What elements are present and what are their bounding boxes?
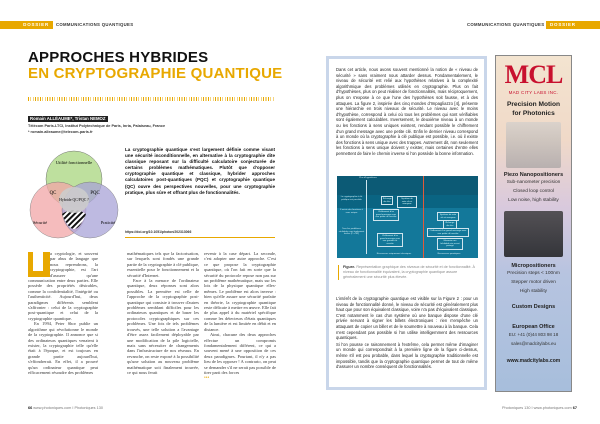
- figure-row-label: Il existe des fonctions à sens unique: [340, 209, 363, 214]
- venn-label-utility: Utilité fonctionnelle: [55, 160, 93, 165]
- abstract: La cryptographie quantique s'est largement définie comme visant une sécurité inconditionnelle, en alternative à la cryptographie dite classique reposant sur la difficulté calculatoire conjecturée de certains problèmes mathématiques. Plutôt que d'opposer cryptographie quantique et classique, hybrider approches calculatoires post-quantiques (PQC) et cryptographie quantique (QC) ouvre des perspectives nouvelles, pour une cryptographie pratique, plus sûre et offrant plus de fonctionnalités.: [125, 147, 275, 195]
- figure-row-label: La cryptographie à clé publique est possible: [340, 196, 363, 201]
- box-text-body: L'intérêt de la cryptographie quantique est visible sur la Figure 2 : pour un niveau de fonctionnalité donné, le niveau de sécurité est généralement plus haut que pour son équivalent classique, voire n'a pas d'équivalent classique. C'est notamment le cas d'un système où une banque dispose d'une clé privée servant à signer les billets électroniques : rien n'empêche un attaquant de copier un billet et de le soumettre à nouveau à la banque. Cela n'est cependant pas possible si l'on utilise intelligemment des ressources quantiques. Si l'on pousse ce raisonnement à l'extrême, cela permet même d'imaginer un monde qui correspondrait à la première ligne de la figure ci-dessus, même s'il est peu probable, dans lequel la cryptographie traditionnelle est impossible, tandis que la cryptographie quantique permet de tout de même d'assurer un nombre conséquent de fonctionnalités.: [336, 296, 478, 370]
- product-image: [506, 122, 561, 168]
- security-hierarchy-figure: Plus d'hypothèses La cryptographie à clé publique est possible Il existe des fonctions à sens unique Tous les problèmes vérifiables sont également faciles (P = NP) Échange de clés Système de vote sûr et anonyme Chiffrement d'un grand message avec une petite clé secrète Système de vote sûr et anonyme Échange de clés Chiffrement d'un grand message avec une grande clé secrète Chiffrement d'un grand message avec une petite clé secrète Monnaie non falsifiable via secret partagé Ressources uniquement classiques Ressources quantiques: [337, 176, 478, 258]
- product-image: [504, 211, 563, 257]
- doi-rule: [125, 237, 275, 238]
- box-text-intro: Dans cet article, nous avons souvent mentionné la notion de « niveau de sécurité » sans vraiment nous attarder dessus. Fondamentalement, le niveau de sécurité est relié aux hypothèses relatives à la complexité algorithmique des problèmes utilisés en cryptographie. Plus on fait d'hypothèses, plus on peut réaliser de fonctionnalités, mais réciproquement, plus on s'expose à ce que l'une des hypothèses soit fausse, et à des attaques. La figure 2, inspirée des cinq mondes d'Impagliazzo [4], présente une hiérarchie en trois niveaux de sécurité. Le niveau avec le moins d'hypothèse, correspond à celui où tous les problèmes qui sont vérifiables sont également calculables. Inversement, le deuxième niveau à un monde ou les fonctions à sens uniques existent, rendant possible le chiffrement d'un grand message avec une petite clé. Enfin le dernier niveau correspond à un monde où la cryptographie à clé publique est possible, i.e. où il existe des fonctions à sens unique avec des trappes. Autrement dit, non seulement les fonctions à sens unique doivent y exister, mais certaines d'entre elles permettent de faire le chemin inverse si l'on possède la bonne information.: [336, 67, 478, 156]
- affiliation: Télécom Paris-LTCI, Institut Polytechnique de Paris, Inria, Palaiseau, France: [28, 124, 166, 128]
- figure-caption: Figure. Représentation graphique des niveaux de sécurité et de fonctionnalité. À niveau de fonctionnalité équivalent, la cryptographie quantique assure généralement une sécurité plus élevée.: [338, 265, 478, 280]
- venn-label-security: Sécurité: [32, 220, 48, 225]
- mad-city-labs-ad[interactable]: MCL MAD CITY LABS INC. Precision Motion for Photonics Piezo Nanopositioners Sub-nanometer precision Closed loop control Low noise, high stability Micropositioners Precision steps < 100nm Stepper motor driven High stability Custom Designs European Office EU: +41 (0)44 803 98 18 sales@madcitylabs.eu www.madcitylabs.com: [495, 55, 572, 392]
- end-mark: •••: [204, 376, 210, 382]
- venn-diagram: [26, 148, 122, 244]
- footer-left: 66 www.photoniques.com I Photoniques 130: [28, 406, 103, 410]
- section-label-right: COMMUNICATIONS QUANTIQUES: [467, 22, 545, 27]
- author-email: * romain.alleaume@telecom-paris.fr: [28, 130, 93, 134]
- doi-link[interactable]: https://doi.org/10.1051/photon/202313066: [125, 230, 192, 234]
- venn-label-hybrid: Hybride QC/PQC ?: [59, 198, 89, 202]
- title-divider: [28, 97, 274, 101]
- article-title-line2: EN CRYPTOGRAPHIE QUANTIQUE: [28, 65, 283, 82]
- body-column-3: revenir à la case départ. La seconde, c'est adopter une autre approche. C'est ce que propose la cryptographie quantique, où l'on fait en sorte que la sécurité du protocole repose non pas sur un problème mathématique, mais sur les lois de la physique quantique elles-mêmes. Le problème est alors inverse : bien qu'elle assure une sécurité parfaite en théorie, la cryptographie quantique reste délicate à mettre en œuvre. Elle fait de plus appel à du matériel spécifique comme les détecteurs d'états quantiques de la lumière et est limitée en débit et en distance. Ainsi, chacune des deux approches effectue un compromis fondamentalement différent, ce qui a souvent mené à une opposition de ces deux paradigmes. Pourtant, il n'y a pas lieu de les opposer ! A contrario, on peut se demander s'il ne serait pas possible de tirer parti des forces •••: [204, 251, 276, 382]
- article-title-line1: APPROCHES HYBRIDES: [28, 49, 209, 66]
- section-label: COMMUNICATIONS QUANTIQUES: [56, 22, 134, 27]
- body-column-2: mathématiques tels que la factorisation, sur lesquels sont fondés une grande partie de la cryptographie à clé publique, essentielle pour le fonctionnement et la sécurité d'Internet. Face à la menace de l'ordinateur quantique, deux réponses sont alors possibles. La première est celle de l'approche de la cryptographie post-quantique qui consiste à trouver d'autres problèmes semblant difficiles pour les ordinateurs quantiques et de baser les protocoles cryptographiques sur ces problèmes. Une fois de tels problèmes trouvés, une telle solution a l'avantage d'être assez facilement déployable par une modification de la pile logicielle, mais sans nécessiter de changements dans l'infrastructure de nos réseaux. En revanche, on reste exposé à la possibilité qu'une solution au nouveau problème mathématique soit finalement trouvée, ce qui nous ferait: [127, 251, 199, 375]
- dossier-badge: DOSSIER: [0, 21, 53, 29]
- ad-logo: MCL: [504, 60, 563, 89]
- figure-row-label: Tous les problèmes vérifiables sont également faciles (P = NP): [338, 228, 365, 236]
- venn-label-qc: QC: [49, 191, 57, 196]
- ad-website[interactable]: www.madcitylabs.com: [506, 358, 561, 364]
- authors: Romain ALLÉAUME*, Tristan NEMOZ: [30, 116, 106, 121]
- footer-right: Photoniques 130 I www.photoniques.com 67: [502, 406, 577, 410]
- body-column-1: a cryptologie, et souvent par abus de langage que nous reprendrons, la cryptographie, est l'art d'assurer qu'une communication entre deux parties. Elle possède des propriétés désirables, comme la confidentialité, l'intégrité ou l'authenticité. Aujourd'hui, deux paradigmes différents semblent s'affronter : celui de la cryptographie post-quantique et celui de la cryptographie quantique. En 1994, Peter Shor publie un algorithme qui révolutionne le monde de la cryptographie. Il annonce que si des ordinateurs quantiques venaient à exister, la cryptographie telle qu'elle était à l'époque, et est toujours en grande partie aujourd'hui, s'effondrerait. En effet, il a prouvé qu'un ordinateur quantique peut efficacement résoudre des problèmes: [28, 251, 98, 375]
- venn-label-pqc: PQC: [90, 191, 100, 196]
- venn-label-practicality: Praticité: [100, 220, 116, 225]
- dossier-badge-right: DOSSIER: [546, 21, 600, 29]
